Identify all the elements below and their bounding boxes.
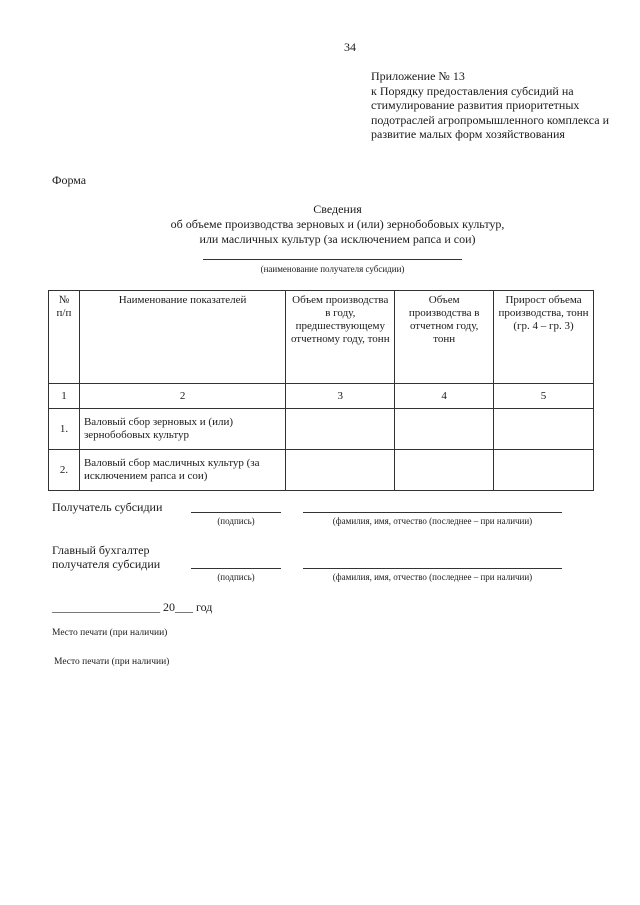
cell-growth[interactable] bbox=[494, 450, 594, 491]
page-number: 34 bbox=[344, 40, 356, 54]
header-growth: Прирост объема производства, тонн (гр. 4 – гр. 3) bbox=[494, 291, 594, 384]
row-number: 2. bbox=[49, 450, 80, 491]
column-number: 5 bbox=[494, 384, 594, 409]
accountant-name-field-line[interactable] bbox=[303, 568, 562, 569]
production-table bbox=[48, 290, 594, 491]
recipient-signature-line[interactable] bbox=[191, 512, 281, 513]
title-line-2: об объеме производства зерновых и (или) зернобобовых культур, bbox=[170, 217, 505, 231]
signature-caption: (подпись) bbox=[217, 572, 255, 582]
recipient-caption: (наименование получателя субсидии) bbox=[260, 264, 405, 274]
recipient-name-line[interactable] bbox=[203, 259, 462, 260]
recipient-name-field-line[interactable] bbox=[303, 512, 562, 513]
stamp-place-1: Место печати (при наличии) bbox=[52, 628, 168, 638]
signature-caption: (подпись) bbox=[217, 516, 255, 526]
accountant-signature-line[interactable] bbox=[191, 568, 281, 569]
title-line-3: или масличных культур (за исключением рапса и сои) bbox=[199, 232, 476, 246]
cell-reporting-year[interactable] bbox=[395, 450, 494, 491]
cell-reporting-year[interactable] bbox=[395, 409, 494, 450]
title-line-1: Сведения bbox=[313, 202, 362, 216]
table-row bbox=[49, 409, 594, 450]
accountant-label-line-2: получателя субсидии bbox=[52, 557, 161, 571]
form-label: Форма bbox=[52, 173, 87, 187]
column-number: 3 bbox=[286, 384, 395, 409]
column-number: 4 bbox=[395, 384, 494, 409]
accountant-label bbox=[52, 543, 160, 571]
stamp-place-2: Место печати (при наличии) bbox=[54, 657, 170, 667]
header-indicator: Наименование показателей bbox=[79, 291, 285, 384]
appendix-text: к Порядку предоставления субсидий на стимулирование развития приоритетных подотраслей агропромышленного комплекса и развитие малых форм хозяйствования bbox=[371, 83, 609, 141]
name-caption: (фамилия, имя, отчество (последнее – при наличии) bbox=[332, 516, 533, 526]
appendix-title: Приложение № 13 bbox=[371, 69, 465, 83]
recipient-label: Получатель субсидии bbox=[52, 500, 163, 514]
row-number: 1. bbox=[49, 409, 80, 450]
column-number: 2 bbox=[79, 384, 285, 409]
cell-growth[interactable] bbox=[494, 409, 594, 450]
cell-previous-year[interactable] bbox=[286, 409, 395, 450]
name-caption: (фамилия, имя, отчество (последнее – при наличии) bbox=[332, 572, 533, 582]
header-previous-year: Объем производства в году, предшествующему отчетному году, тонн bbox=[286, 291, 395, 384]
row-indicator: Валовый сбор зерновых и (или) зернобобовых культур bbox=[79, 409, 285, 450]
row-indicator: Валовый сбор масличных культур (за исключением рапса и сои) bbox=[79, 450, 285, 491]
header-reporting-year: Объем производства в отчетном году, тонн bbox=[395, 291, 494, 384]
table-row bbox=[49, 450, 594, 491]
appendix-block bbox=[371, 69, 621, 142]
accountant-label-line-1: Главный бухгалтер bbox=[52, 543, 150, 557]
header-number: № п/п bbox=[49, 291, 80, 384]
date-line: __________________ 20___ год bbox=[52, 600, 213, 614]
document-title bbox=[0, 202, 640, 247]
cell-previous-year[interactable] bbox=[286, 450, 395, 491]
column-number: 1 bbox=[49, 384, 80, 409]
